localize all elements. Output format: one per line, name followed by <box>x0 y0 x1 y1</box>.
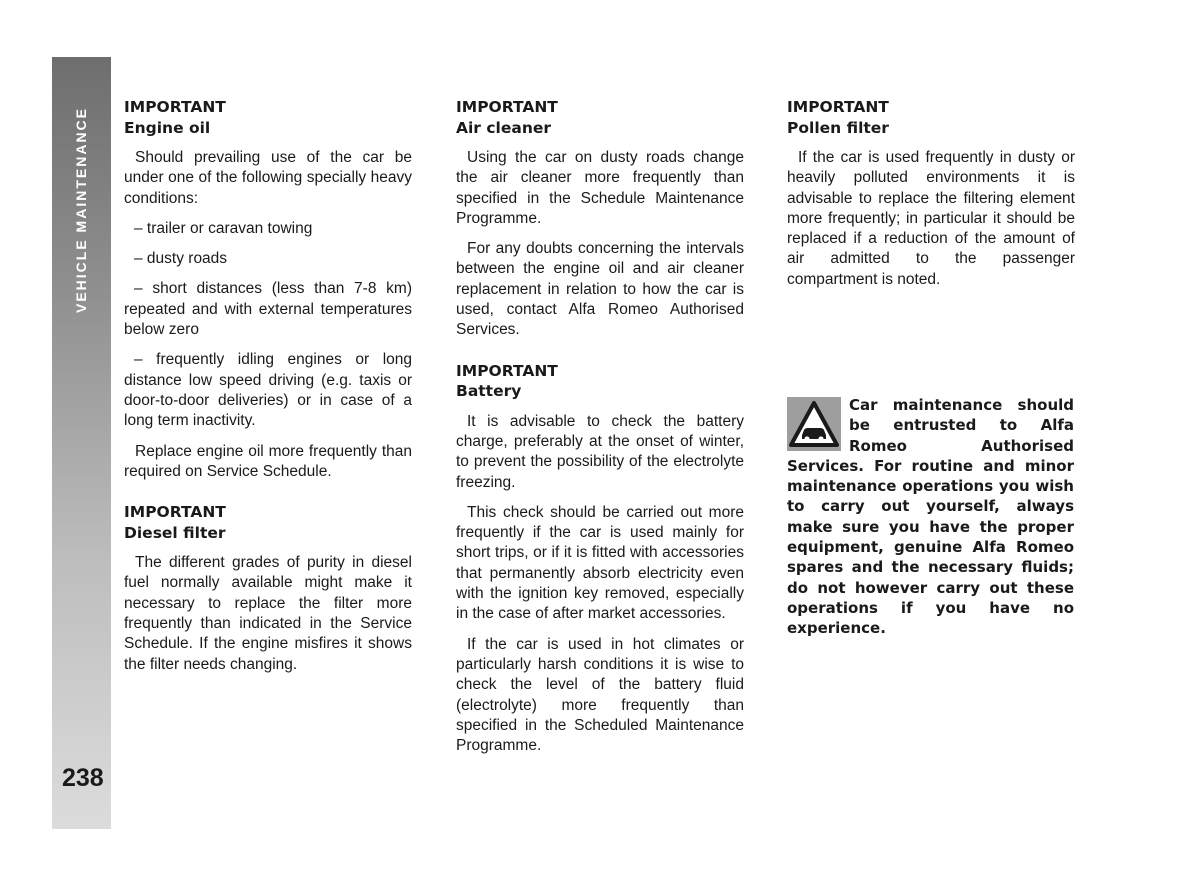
section-subheading: Diesel filter <box>124 523 226 542</box>
section-air-cleaner <box>456 97 744 341</box>
chapter-title: VEHICLE MAINTENANCE <box>73 106 89 314</box>
list-item: – trailer or caravan towing <box>134 219 313 237</box>
section-subheading: Battery <box>456 382 522 401</box>
section-battery <box>456 361 744 757</box>
paragraph: Using the car on dusty roads change the air cleaner more frequently than specified in the Schedule Maintenance Programme. <box>456 149 744 227</box>
warning-notice <box>787 395 1074 639</box>
page-number: 238 <box>62 764 104 792</box>
paragraph: If the car is used in hot climates or particularly harsh conditions it is wise to check the level of the battery fluid (electrolyte) more frequently than specified in the Scheduled Maintenance Programme. <box>456 635 744 755</box>
section-diesel-filter <box>124 502 412 675</box>
section-heading: IMPORTANT <box>456 98 558 116</box>
list-item: – dusty roads <box>134 250 228 268</box>
column-2 <box>456 97 744 776</box>
column-3 <box>787 97 1075 310</box>
section-heading: IMPORTANT <box>787 98 889 116</box>
list-item: – short distances (less than 7-8 km) repeated and with external temperatures below zero <box>124 280 412 339</box>
paragraph: For any doubts concerning the intervals between the engine oil and air cleaner replacement in relation to how the car is used, contact Alfa Romeo Authorised Services. <box>456 240 744 339</box>
car-warning-triangle-icon <box>787 397 841 451</box>
warning-text: Car maintenance should be entrusted to Alfa Romeo Authorised Services. For routine and minor maintenance operations you wish to carry out yourself, always make sure you have the proper equipment, genuine Alfa Romeo spares and the necessary fluids; do not however carry out these operations if you have no experience. <box>787 396 1074 638</box>
section-subheading: Engine oil <box>124 118 211 137</box>
paragraph: The different grades of purity in diesel fuel normally available might make it necessary to replace the filter more frequently than indicated in the Service Schedule. If the engine misfires it shows the filter needs changing. <box>124 554 412 673</box>
section-engine-oil <box>124 97 412 482</box>
section-heading: IMPORTANT <box>124 503 226 522</box>
paragraph: It is advisable to check the battery charge, preferably at the onset of winter, to prevent the possibility of the electrolyte freezing. <box>456 412 744 491</box>
paragraph: Replace engine oil more frequently than required on Service Schedule. <box>124 442 412 480</box>
list-item: – frequently idling engines or long distance low speed driving (e.g. taxis or door-to-door deliveries) or in case of a long term inactivity. <box>124 351 412 430</box>
section-heading: IMPORTANT <box>456 361 558 380</box>
column-1 <box>124 97 412 695</box>
section-heading: IMPORTANT <box>124 98 226 116</box>
section-subheading: Pollen filter <box>787 118 889 137</box>
section-subheading: Air cleaner <box>456 118 552 137</box>
paragraph: Should prevailing use of the car be under one of the following specially heavy conditions: <box>124 149 412 207</box>
section-pollen-filter <box>787 97 1075 290</box>
paragraph: If the car is used frequently in dusty or heavily polluted environments it is advisable to replace the filtering element more frequently; in particular it should be replaced if a reduction of the amount of air admitted to the passenger compartment is noted. <box>787 149 1075 288</box>
paragraph: This check should be carried out more frequently if the car is used mainly for short trips, or if it is fitted with accessories that permanently absorb electricity even with the ignition key removed, especially in the case of after market accessories. <box>456 503 744 623</box>
